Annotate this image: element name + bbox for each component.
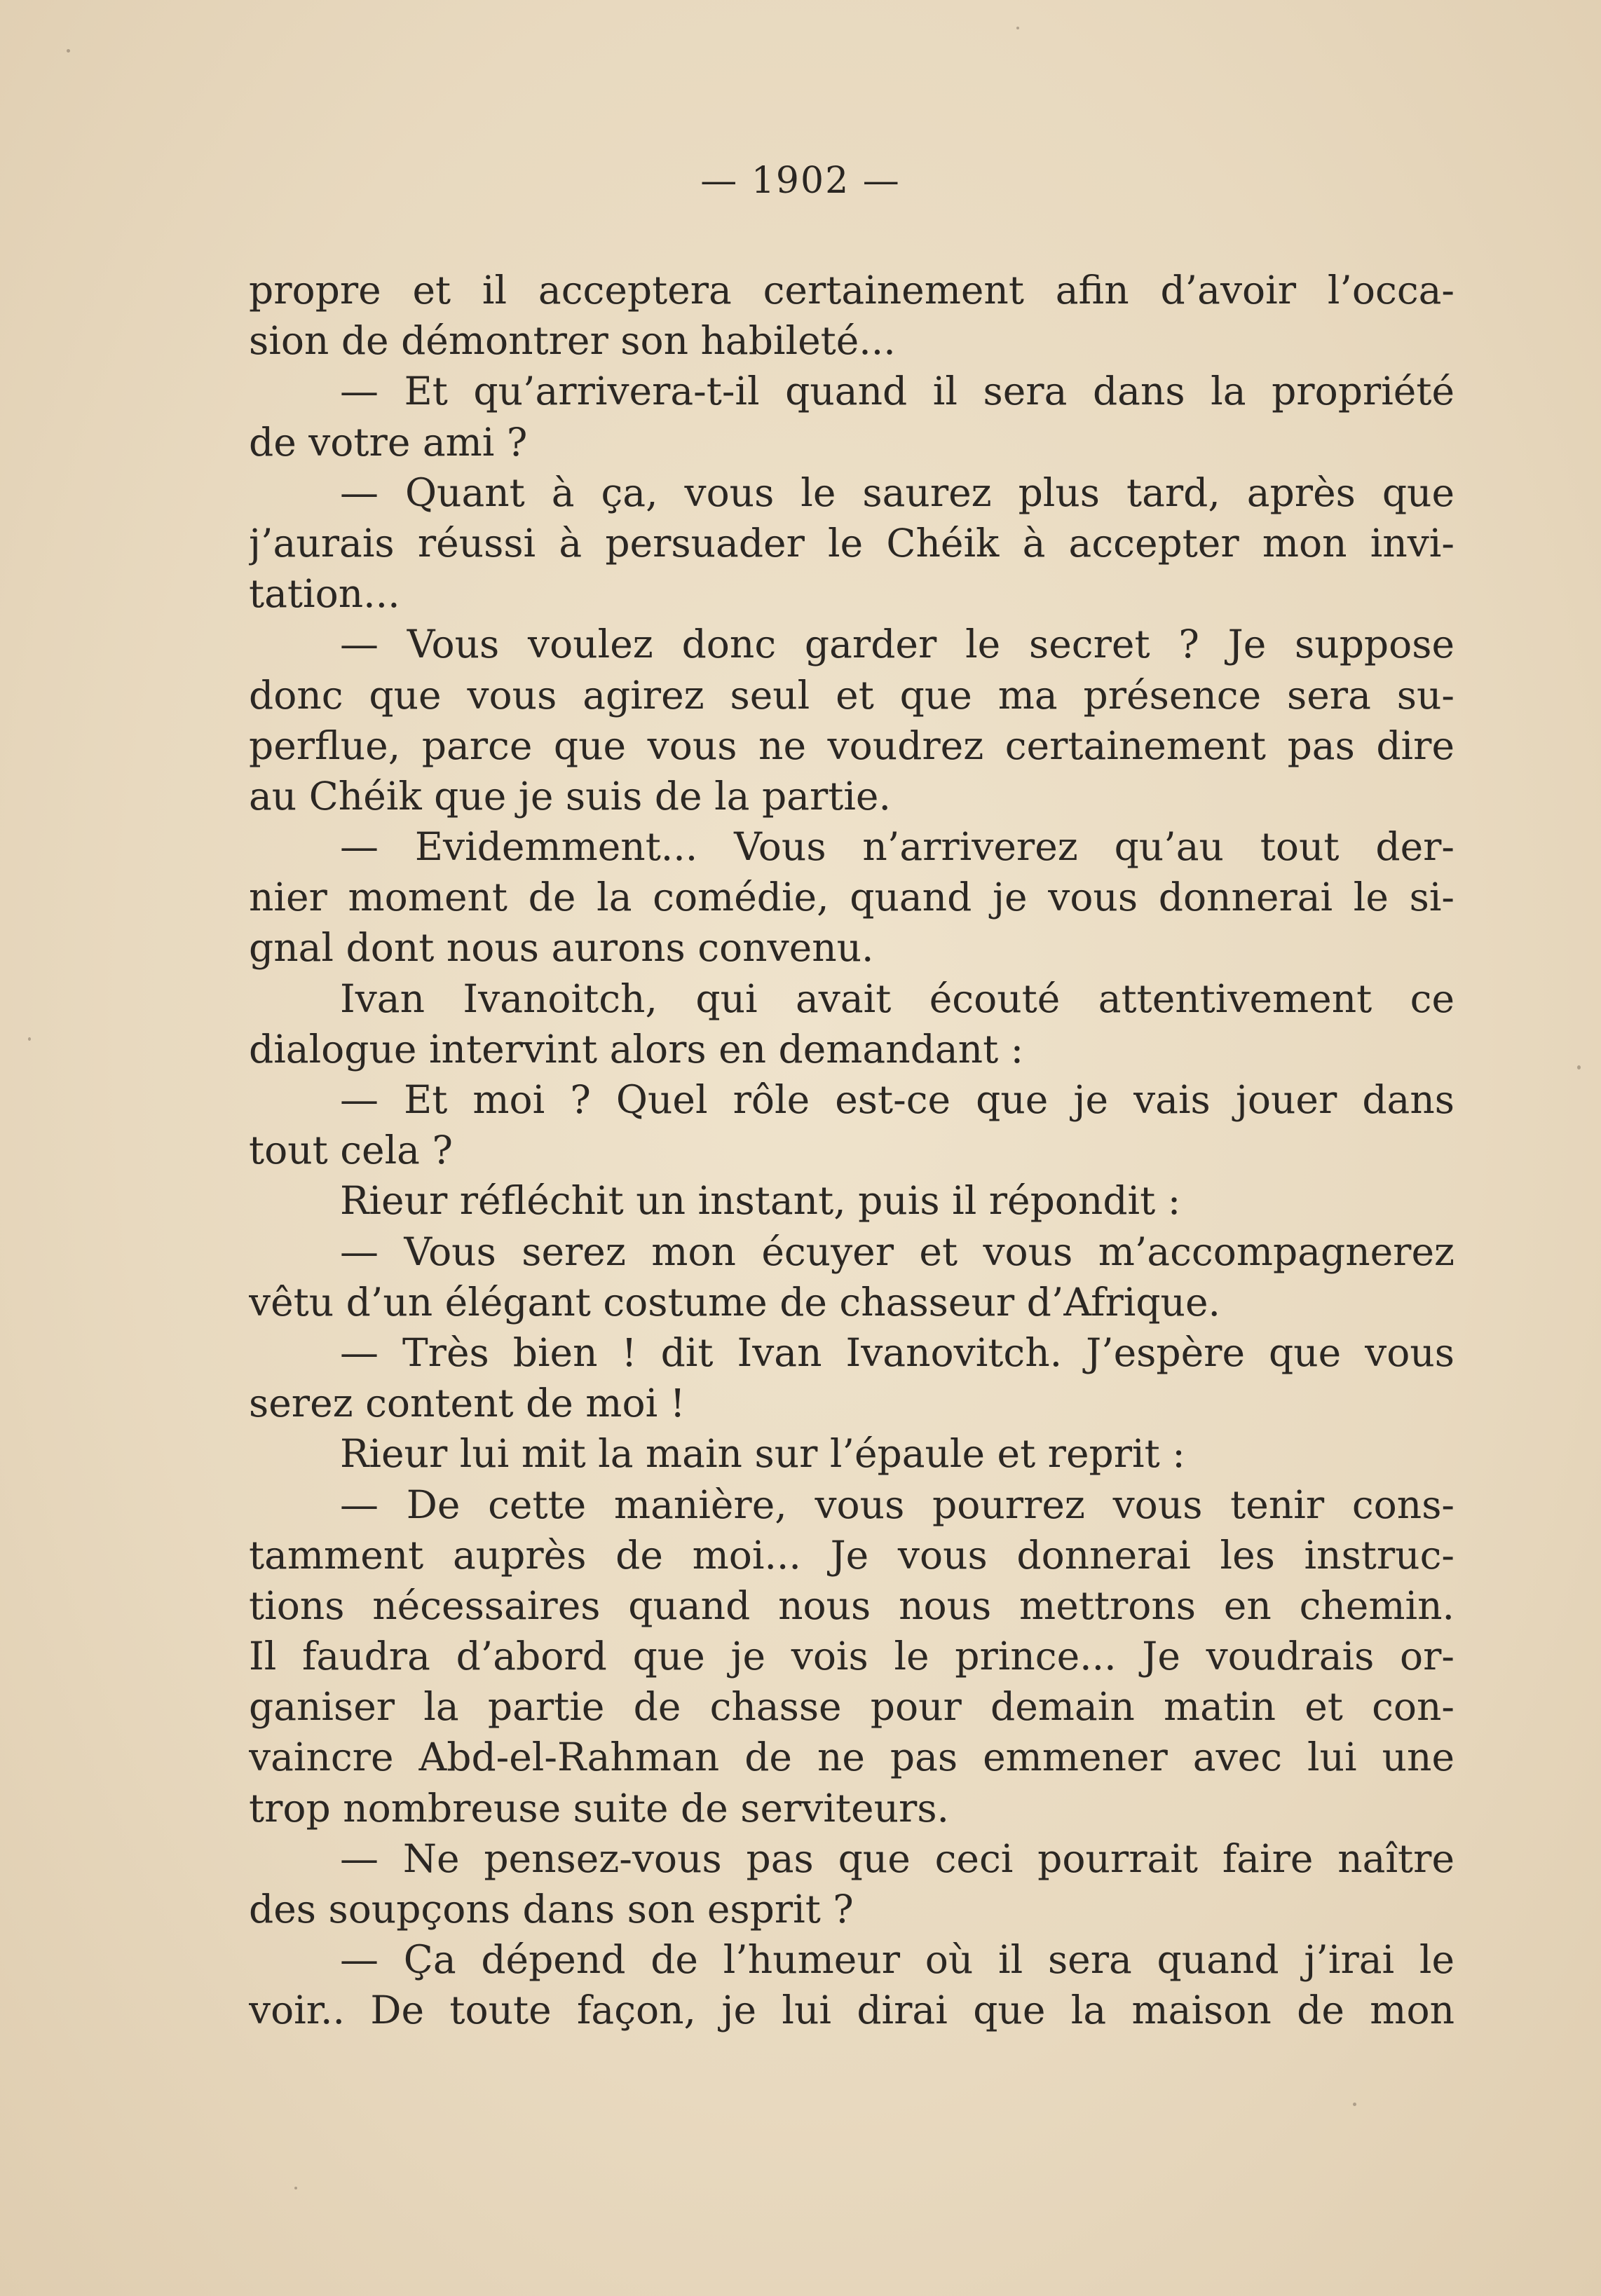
paper-speck xyxy=(1353,2103,1356,2106)
text-line: nier moment de la comédie, quand je vous donnerai le si- xyxy=(249,875,1454,920)
text-line: dialogue intervint alors en demandant : xyxy=(249,1026,1024,1072)
text-line: Rieur lui mit la main sur l’épaule et reprit : xyxy=(340,1431,1185,1477)
text-line: Ivan Ivanoitch, qui avait écouté attentivement ce xyxy=(340,976,1454,1021)
text-line: des soupçons dans son esprit ? xyxy=(249,1887,854,1932)
text-line: de votre ami ? xyxy=(249,419,528,465)
text-line: tions nécessaires quand nous nous mettrons en chemin. xyxy=(249,1583,1454,1628)
text-line: — Et qu’arrivera-t-il quand il sera dans la propriété xyxy=(340,369,1454,414)
text-line: j’aurais réussi à persuader le Chéik à accepter mon invi- xyxy=(249,520,1454,566)
paper-speck xyxy=(294,2187,297,2189)
text-line: perflue, parce que vous ne voudrez certainement pas dire xyxy=(249,723,1454,768)
text-line: — Evidemment... Vous n’arriverez qu’au tout der- xyxy=(340,824,1454,870)
body-text xyxy=(249,265,1454,2036)
text-line: vaincre Abd-el-Rahman de ne pas emmener avec lui une xyxy=(249,1735,1454,1780)
text-line: Rieur réfléchit un instant, puis il répondit : xyxy=(340,1178,1181,1224)
text-line: — Ça dépend de l’humeur où il sera quand j’irai le xyxy=(340,1937,1454,1983)
text-line: voir.. De toute façon, je lui dirai que la maison de mon xyxy=(249,1988,1454,2033)
text-line: ganiser la partie de chasse pour demain matin et con- xyxy=(249,1684,1454,1730)
text-line: donc que vous agirez seul et que ma présence sera su- xyxy=(249,672,1454,718)
text-line: tamment auprès de moi... Je vous donnerai les instruc- xyxy=(249,1532,1454,1578)
text-line: — Et moi ? Quel rôle est-ce que je vais jouer dans xyxy=(340,1077,1454,1122)
text-line: — Quant à ça, vous le saurez plus tard, après que xyxy=(340,470,1454,515)
text-line: tation... xyxy=(249,571,400,617)
paper-speck xyxy=(1577,1065,1581,1070)
text-line: sion de démontrer son habileté... xyxy=(249,318,896,364)
paper-speck xyxy=(67,49,70,53)
text-line: — Vous voulez donc garder le secret ? Je suppose xyxy=(340,622,1454,667)
paper-speck xyxy=(1016,27,1019,29)
text-line: trop nombreuse suite de serviteurs. xyxy=(249,1785,950,1831)
text-line: — Vous serez mon écuyer et vous m’accompagnerez xyxy=(340,1229,1454,1274)
text-line: vêtu d’un élégant costume de chasseur d’Afrique. xyxy=(249,1279,1220,1325)
text-line: au Chéik que je suis de la partie. xyxy=(249,773,891,819)
text-line: — De cette manière, vous pourrez vous tenir cons- xyxy=(340,1482,1454,1527)
text-line: tout cela ? xyxy=(249,1128,453,1173)
text-line: — Très bien ! dit Ivan Ivanovitch. J’espère que vous xyxy=(340,1330,1454,1375)
text-line: — Ne pensez-vous pas que ceci pourrait faire naître xyxy=(340,1836,1454,1881)
paper-speck xyxy=(28,1037,31,1041)
text-line: gnal dont nous aurons convenu. xyxy=(249,925,874,971)
text-line: serez content de moi ! xyxy=(249,1381,686,1426)
page-number: — 1902 — xyxy=(700,160,901,202)
text-line: Il faudra d’abord que je vois le prince... Je voudrais or- xyxy=(249,1634,1454,1679)
text-line: propre et il acceptera certainement afin d’avoir l’occa- xyxy=(249,268,1454,313)
